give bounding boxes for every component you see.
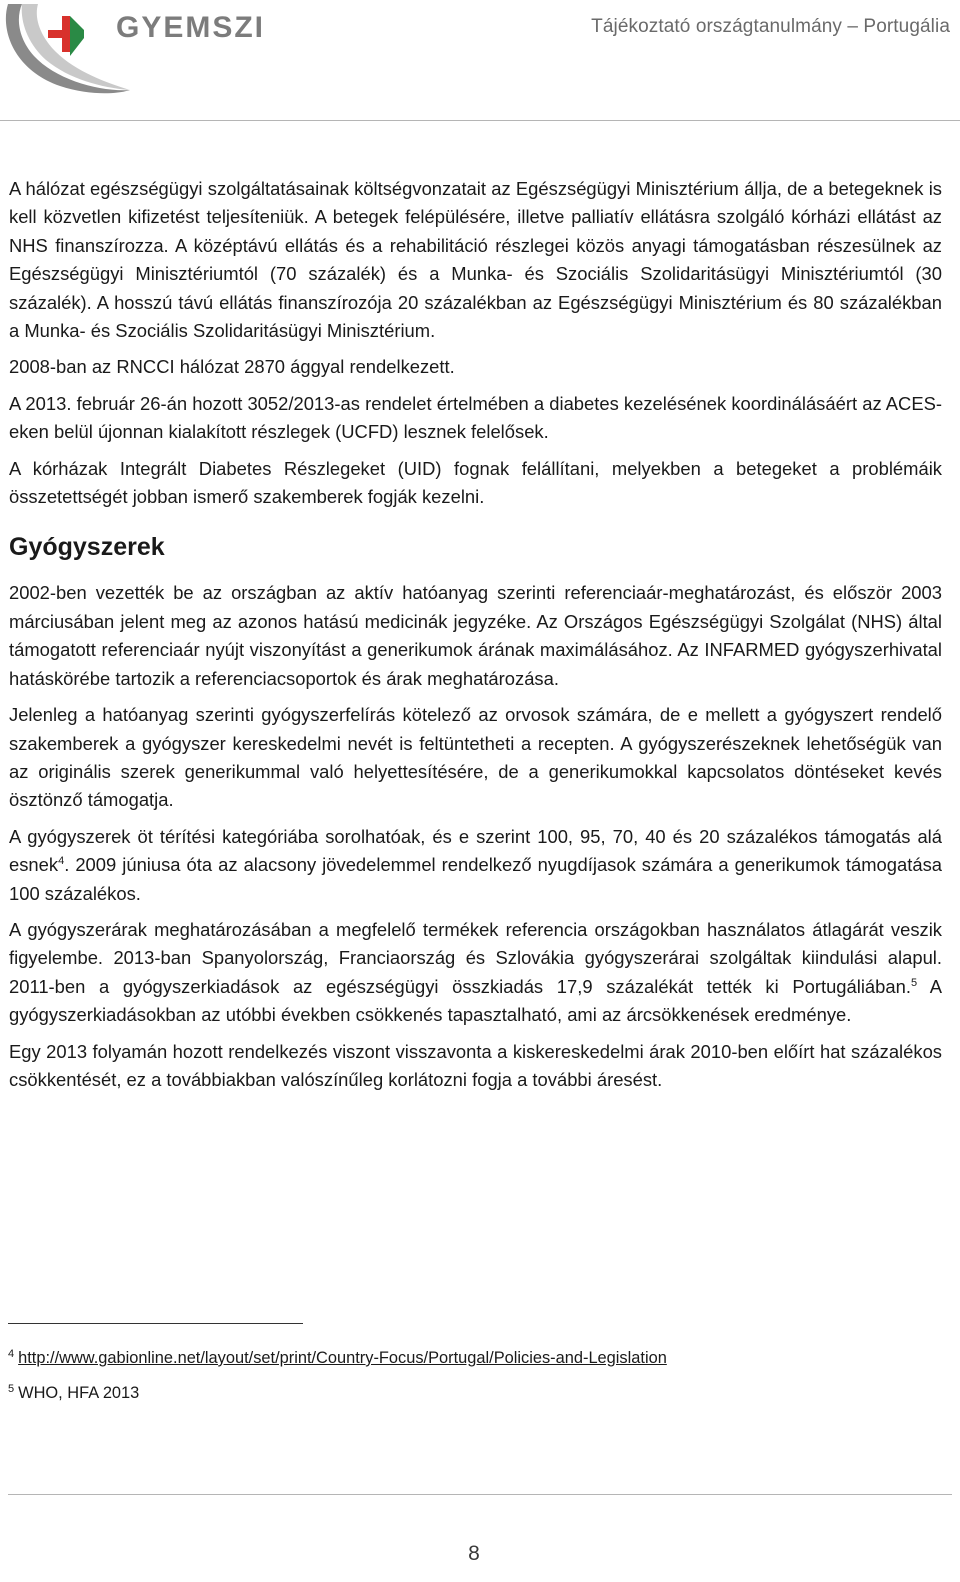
page-header (0, 0, 960, 122)
footnotes (8, 1349, 938, 1419)
footer-divider (8, 1494, 952, 1495)
paragraph-prescription: Jelenleg a hatóanyag szerinti gyógyszerfelírás kötelező az orvosok számára, de e mellett a gyógyszert rendelő szakemberek a gyógyszer kereskedelmi nevét is feltüntetheti a recepten. A gyógyszerészeknek lehetőségük van az originális szerek generikummal való helyettesítésére, de a generikumokkal kapcsolatos döntéseket kevés ösztönző támogatja. (9, 704, 942, 811)
header-divider (0, 120, 960, 121)
page-number: 8 (468, 1542, 480, 1565)
footnote-divider (8, 1323, 303, 1324)
paragraph-rncci-beds: 2008-ban az RNCCI hálózat 2870 ággyal rendelkezett. (9, 356, 455, 378)
footnote-link[interactable]: http://www.gabionline.net/layout/set/print/Country-Focus/Portugal/Policies-and-Legislation (18, 1349, 667, 1367)
paragraph-diabetes-units: A kórházak Integrált Diabetes Részlegeket (UID) fognak felállítani, melyekben a betegeket a problémáik összetettségét jobban ismerő szakemberek fogják kezelni. (9, 457, 942, 508)
footnote-text: WHO, HFA 2013 (18, 1384, 140, 1402)
logo-wordmark: GYEMSZI (116, 11, 266, 44)
section-heading: Gyógyszerek (9, 533, 165, 562)
paragraph-financing: A hálózat egészségügyi szolgáltatásainak költségvonzatait az Egészségügyi Minisztérium állja, de a betegeknek is kell közvetlen kifizetést teljesíteniük. A betegek felépülésére, illetve palliatív ellátásra szolgáló kórházi ellátást az NHS finanszírozza. A középtávú ellátás és a rehabilitáció részlegei közös anyagi támogatásban részesülnek az Egészségügyi Minisztériumtól (70 százalék) és a Munka- és Szociális Szolidaritásügyi Minisztériumtól (30 százalék). A hosszú távú ellátás finanszírozója 20 százalékban az Egészségügyi Minisztérium és 80 százalékban a Munka- és Szociális Szolidaritásügyi Minisztérium. (9, 178, 942, 342)
paragraph-reimbursement: A gyógyszerek öt térítési kategóriába sorolhatóak, és e szerint 100, 95, 70, 40 és 20 százalékos támogatás alá esnek$^4$. 2009 júniusa óta az alacsony jövedelemmel rendelkező nyugdíjasok számára a generikumok támogatása 100 százalékos. (9, 825, 942, 904)
footnote-5 (8, 1384, 938, 1402)
footnote-ref-4[interactable]: 4 (58, 855, 65, 867)
document-title: Tájékoztató országtanulmány – Portugália (591, 16, 950, 37)
main-content (9, 175, 942, 1102)
footnote-number: 5 (8, 1382, 15, 1395)
footnote-number: 4 (8, 1347, 15, 1360)
paragraph-drug-prices: A gyógyszerárak meghatározásában a megfelelő termékek referencia országokban használatos átlagárát veszik figyelembe. 2013-ban Spanyolország, Franciaország és Szlovákia gyógyszerárai szolgáltak kiindulási alapul. 2011-ben a gyógyszerkiadások az egészségügyi összkiadás 17,9 százalékát tették ki Portugáliában.$^5$ A gyógyszerkiadásokban az utóbbi években csökkenés tapasztalható, ami az árcsökkenések eredménye. (9, 918, 942, 1026)
gyemszi-logo (0, 0, 300, 100)
paragraph-price-reduction: Egy 2013 folyamán hozott rendelkezés viszont visszavonta a kiskereskedelmi árak 2010-ben előírt hat százalékos csökkentését, ez a továbbiakban valószínűleg korlátozni fogja a további áresést. (9, 1040, 942, 1090)
paragraph-diabetes-decree: A 2013. február 26-án hozott 3052/2013-as rendelet értelmében a diabetes kezelésének koordinálásáért az ACES-eken belül újonnan kialakított részlegek (UCFD) lesznek felelősek. (9, 392, 942, 443)
footnote-4 (8, 1349, 938, 1367)
paragraph-reference-price: 2002-ben vezették be az országban az aktív hatóanyag szerinti referenciaár-meghatározást, és először 2003 márciusában jelent meg az azonos hatású medicinák jegyzéke. Az Országos Egészségügyi Szolgálat (NHS) által támogatott referenciaár nyújt viszonyítást a generikumok árának maximálásához. Az INFARMED gyógyszerhivatal hatáskörébe tartozik a referenciacsoportok és árak meghatározása. (9, 582, 942, 689)
footnote-ref-5[interactable]: 5 (910, 976, 918, 989)
